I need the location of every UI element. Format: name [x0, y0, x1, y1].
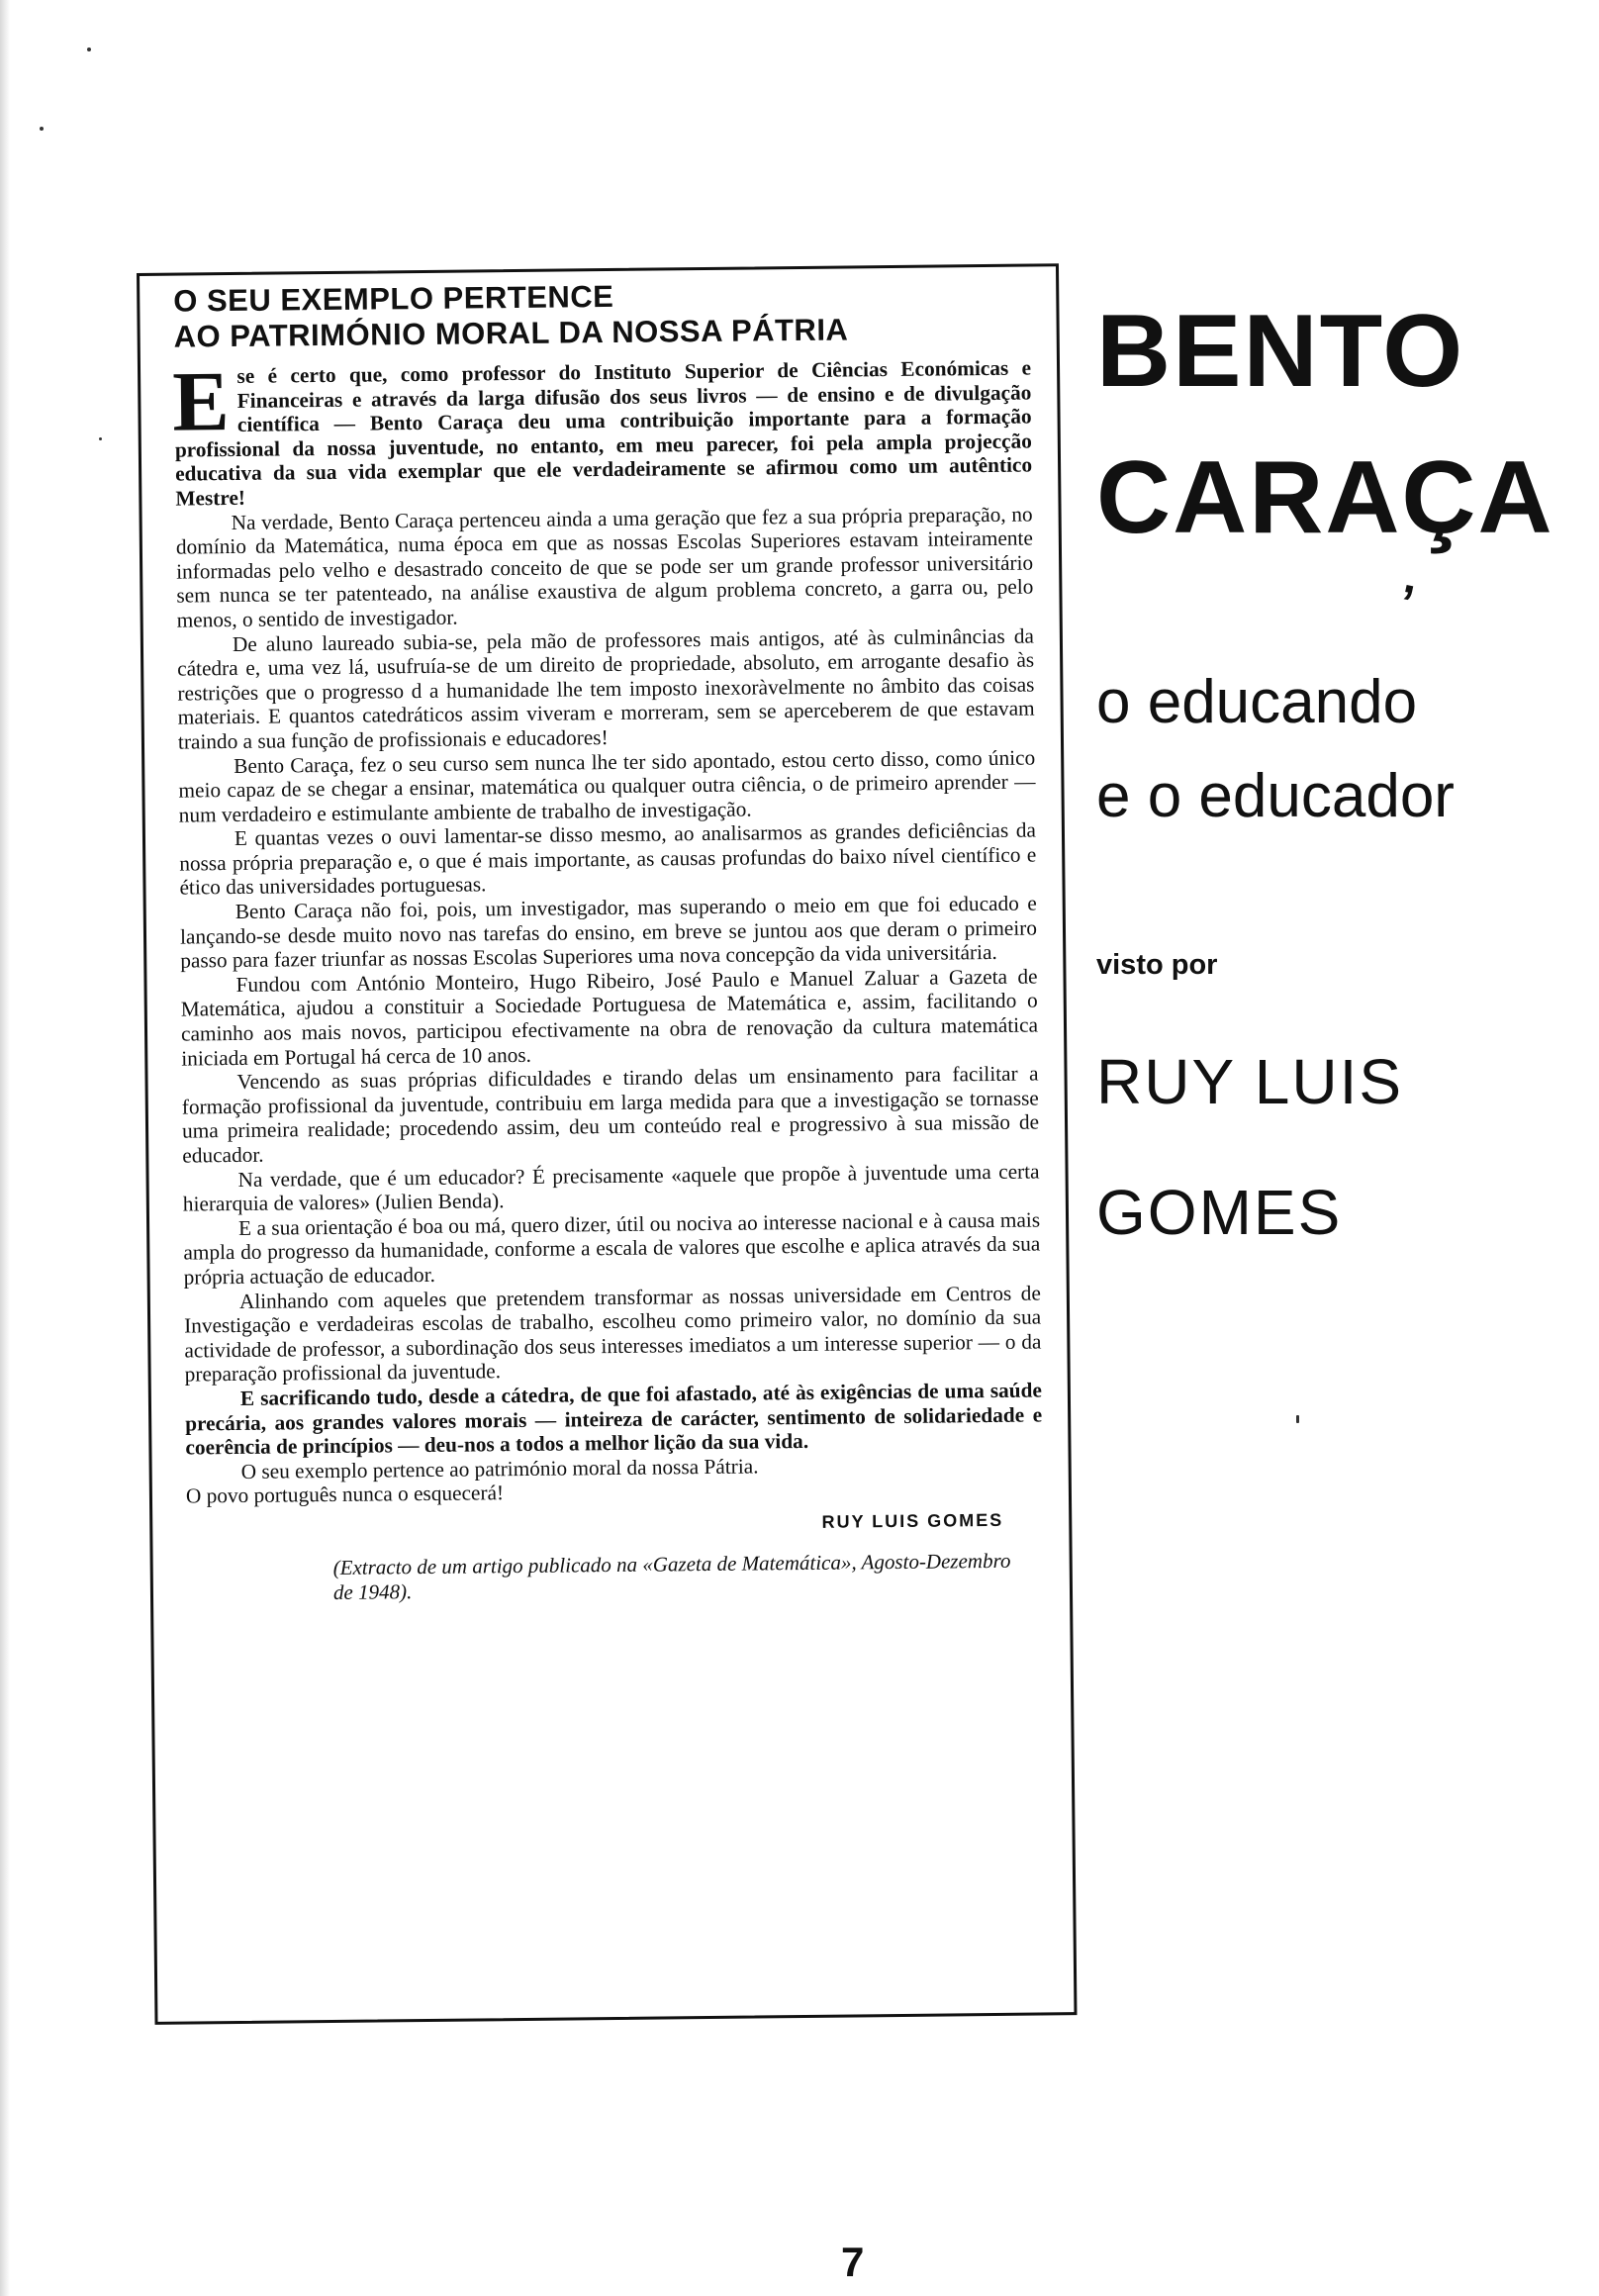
article-paragraph: E quantas vezes o ouvi lamentar-se disso mesmo, ao analisarmos as grandes deficiências da nossa própria preparação e, o que é mais importante, as causas profundas do baixo nível científico e ético das universidades portuguesas. — [179, 817, 1037, 901]
article-paragraph: Alinhando com aqueles que pretendem transformar as nossas universidade em Centros de Investigação e verdadeiras escolas de trabalho, escolheu como primeiro valor, no domínio da sua actividade de professor, a subordinação dos seus interesses imediatos a um interesse superior — o da preparação profissional da juventude. — [184, 1281, 1042, 1387]
article-paragraph: E sacrificando tudo, desde a cátedra, de que foi afastado, até às exigências de uma saúde precária, aos grandes valores morais — inteireza de carácter, sentimento de solidariedade e coerência de princípios — deu-nos a todos a melhor lição da sua vida. — [185, 1378, 1043, 1460]
article-box — [137, 263, 1077, 2025]
article-paragraph: Na verdade, Bento Caraça pertenceu ainda a uma geração que fez a sua própria preparação, no domínio da Matemática, numa época em que as nossas Escolas Superiores estavam inteiramente informadas pelo velho e desastrado conceito de que se pode ser um grande professor universitário sem nunca se ter patenteado, na análise exaustiva de algum problema concreto, a garra ou, pelo menos, o sentido de investigador. — [175, 502, 1034, 632]
article-paragraph: De aluno laureado subia-se, pela mão de professores mais antigos, até às culminâncias da cátedra e, uma vez lá, usufruía-se de um direito de propriedade, absoluto, em arrogante desafio às restrições que o progresso d a humanidade lhe tem imposto inexoràvelmente no âmbito das coisas materiais. E quantos catedráticos assim viveram e morreram, sem se aperceberem de que estavam traindo a sua função de profissionais e educadores! — [177, 623, 1035, 754]
scan-edge-shading — [0, 0, 10, 2296]
article-paragraph: E a sua orientação é boa ou má, quero dizer, útil ou nociva ao interesse nacional e à causa mais ampla do progresso da humanidade, conforme a escala de valores que escolhe e aplica através da sua própria actuação de educador. — [183, 1207, 1041, 1290]
subtitle-line-2: e o educador — [1096, 762, 1455, 830]
article-paragraph: Fundou com António Monteiro, Hugo Ribeiro, José Paulo e Manuel Zaluar a Gazeta de Matemática, ajudou a constituir a Sociedade Portuguesa de Matemática e, assim, facilitando o caminho aos mais novos, participou efectivamente na obra de renovação da cultura matemática iniciada em Portugal há cerca de 10 anos. — [180, 964, 1039, 1071]
drop-cap: E — [171, 353, 231, 449]
title-first-name: BENTO — [1096, 294, 1465, 409]
article-paragraph: O seu exemplo pertence ao património moral da nossa Pátria. — [240, 1454, 759, 1483]
article-paragraph: Na verdade, que é um educador? É precisamente «aquele que propõe à juventude uma certa hierarquia de valores» (Julien Benda). — [182, 1159, 1040, 1216]
scan-speck — [1296, 1415, 1299, 1423]
subtitle-line-1: o educando — [1096, 668, 1418, 736]
article-paragraph: O povo português nunca o esquecerá! — [185, 1481, 505, 1508]
seen-by-label: visto por — [1096, 949, 1218, 981]
source-note: (Extracto de um artigo publicado na «Gazeta de Matemática», Agosto-Dezembro de 1948). — [332, 1548, 1011, 1604]
headline-line-2: AO PATRIMÓNIO MORAL DA NOSSA PÁTRIA — [173, 312, 849, 354]
article-paragraph: Vencendo as suas próprias dificuldades e tirando delas um ensinamento para facilitar a formação profissional da juventude, contribuiu em larga medida para que a investigação se tornasse uma primeira realidade; procedendo assim, deu um conteúdo real e progressivo à sua missão de educador. — [181, 1061, 1040, 1168]
title-comma-mark: , — [1399, 550, 1424, 605]
author-line-2: GOMES — [1096, 1177, 1343, 1248]
article-paragraph — [171, 353, 1033, 512]
paragraph-text: se é certo que, como professor do Instituto Superior de Ciências Económicas e Financeiras e através da larga difusão dos seus livros — de ensino e de divulgação científica — Bento Caraça deu uma contribuição importante para a formação profissional da nossa juventude, no entanto, em meu parecer, foi pela ampla projecção educativa da sua vida exemplar que ele verdadeiramente se afirmou como um autêntico Mestre! — [174, 355, 1033, 511]
scan-speck — [40, 127, 44, 131]
article-body — [171, 353, 1043, 1509]
headline-line-1: O SEU EXEMPLO PERTENCE — [173, 278, 614, 319]
scan-speck — [99, 437, 102, 440]
article-paragraph: Bento Caraça, fez o seu curso sem nunca lhe ter sido apontado, estou certo disso, como único meio capaz de se chegar a ensinar, matemática ou qualquer outra ciência, o de primeiro aprender — num verdadeiro e estimulante ambiente de trabalho de investigação. — [178, 745, 1036, 827]
page-number: 7 — [841, 2239, 865, 2285]
author-line-1: RUY LUIS — [1096, 1046, 1404, 1117]
scan-speck — [87, 48, 91, 51]
article-signature: RUY LUIS GOMES — [821, 1509, 1004, 1532]
title-last-name: CARAÇA — [1096, 440, 1554, 555]
article-headline — [173, 275, 1031, 355]
article-paragraph: Bento Caraça não foi, pois, um investigador, mas superando o meio em que foi educado e lançando-se desde muito novo nas tarefas do ensino, em breve se juntou aos que deram o primeiro passo para fazer triunfar as nossas Escolas Superiores uma nova concepção da vida universitária. — [179, 891, 1038, 973]
